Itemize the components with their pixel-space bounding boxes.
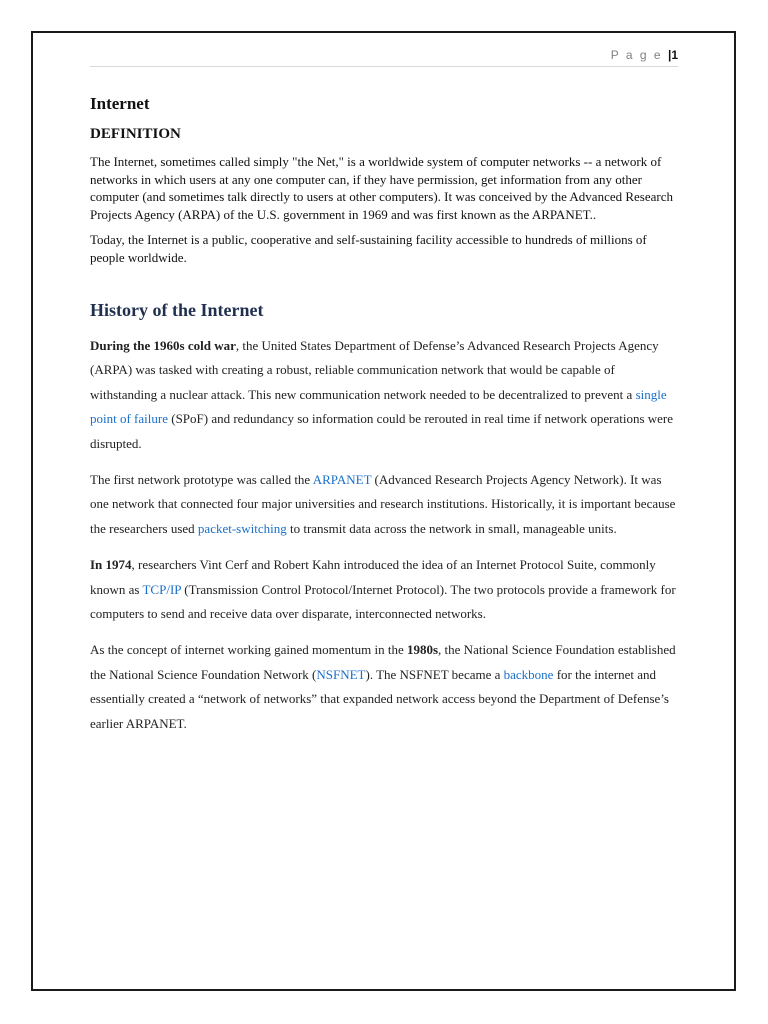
bold-text: 1980s (406, 642, 439, 658)
body-text: for the internet and essentially created a “network of networks” that expanded network access beyond the Department of Defense’s earlier ARPANET. (90, 666, 669, 731)
document-title: Internet (90, 94, 150, 113)
history-paragraph-3 (90, 553, 680, 626)
body-text: ). The NSFNET became a (365, 666, 504, 682)
page-number: 1 (671, 48, 678, 62)
body-text: (SPoF) and redundancy so information could be rerouted in real time if network operations were disrupted. (90, 411, 674, 451)
link-single-point-of-failure[interactable]: single point of failure (90, 386, 667, 427)
link-backbone[interactable]: backbone (503, 666, 554, 682)
body-text: to transmit data across the network in small, manageable units. (286, 520, 617, 536)
body-text: As the concept of internet working gained momentum in the (90, 642, 407, 658)
page-number-label (611, 48, 678, 62)
page-label: P a g e (610, 48, 663, 62)
link-packet-switching[interactable]: packet-switching (197, 520, 287, 536)
history-paragraph-2 (90, 468, 680, 541)
definition-paragraph-1: The Internet, sometimes called simply "the Net," is a worldwide system of computer networks -- a network of networks in which users at any one computer can, if they have permission, get information from any other computer (and sometimes talk directly to users at other computers). It was conceived by the Advanced Research Projects Agency (ARPA) of the U.S. government in 1969 and was first known as the ARPANET.. (90, 154, 674, 222)
page-header (90, 46, 678, 67)
body-text: (Transmission Control Protocol/Internet Protocol). The two protocols provide a framework for computers to send and receive data over disparate, interconnected networks. (90, 581, 676, 622)
link-arpanet[interactable]: ARPANET (312, 472, 372, 488)
definition-paragraph-2: Today, the Internet is a public, cooperative and self-sustaining facility accessible to hundreds of millions of people worldwide. (90, 232, 647, 265)
bold-text: In 1974 (90, 557, 132, 573)
bold-text: During the 1960s cold war (90, 338, 236, 353)
history-paragraph-4 (90, 638, 680, 736)
body-text: , the National Science Foundation established the National Science Foundation Network ( (90, 642, 676, 682)
body-text: (Advanced Research Projects Agency Network). It was one network that connected four major universities and research institutions. Historically, it is important because the researchers used (90, 472, 676, 536)
page-separator: | (667, 48, 672, 62)
history-paragraph-1 (90, 334, 680, 456)
document-body (90, 93, 680, 748)
body-text: , researchers Vint Cerf and Robert Kahn introduced the idea of an Internet Protocol Suite, commonly known as (90, 557, 656, 597)
link-nsfnet[interactable]: NSFNET (316, 666, 366, 682)
definition-heading: DEFINITION (90, 126, 181, 142)
history-heading: History of the Internet (90, 300, 264, 320)
body-text: The first network prototype was called the (90, 472, 313, 488)
link-tcp-ip[interactable]: TCP/IP (142, 581, 182, 597)
body-text: , the United States Department of Defense’s Advanced Research Projects Agency (ARPA) was tasked with creating a robust, reliable communication network that would be capable of withstanding a nuclear attack. This new communication network needed to be decentralized to prevent a (90, 338, 659, 402)
